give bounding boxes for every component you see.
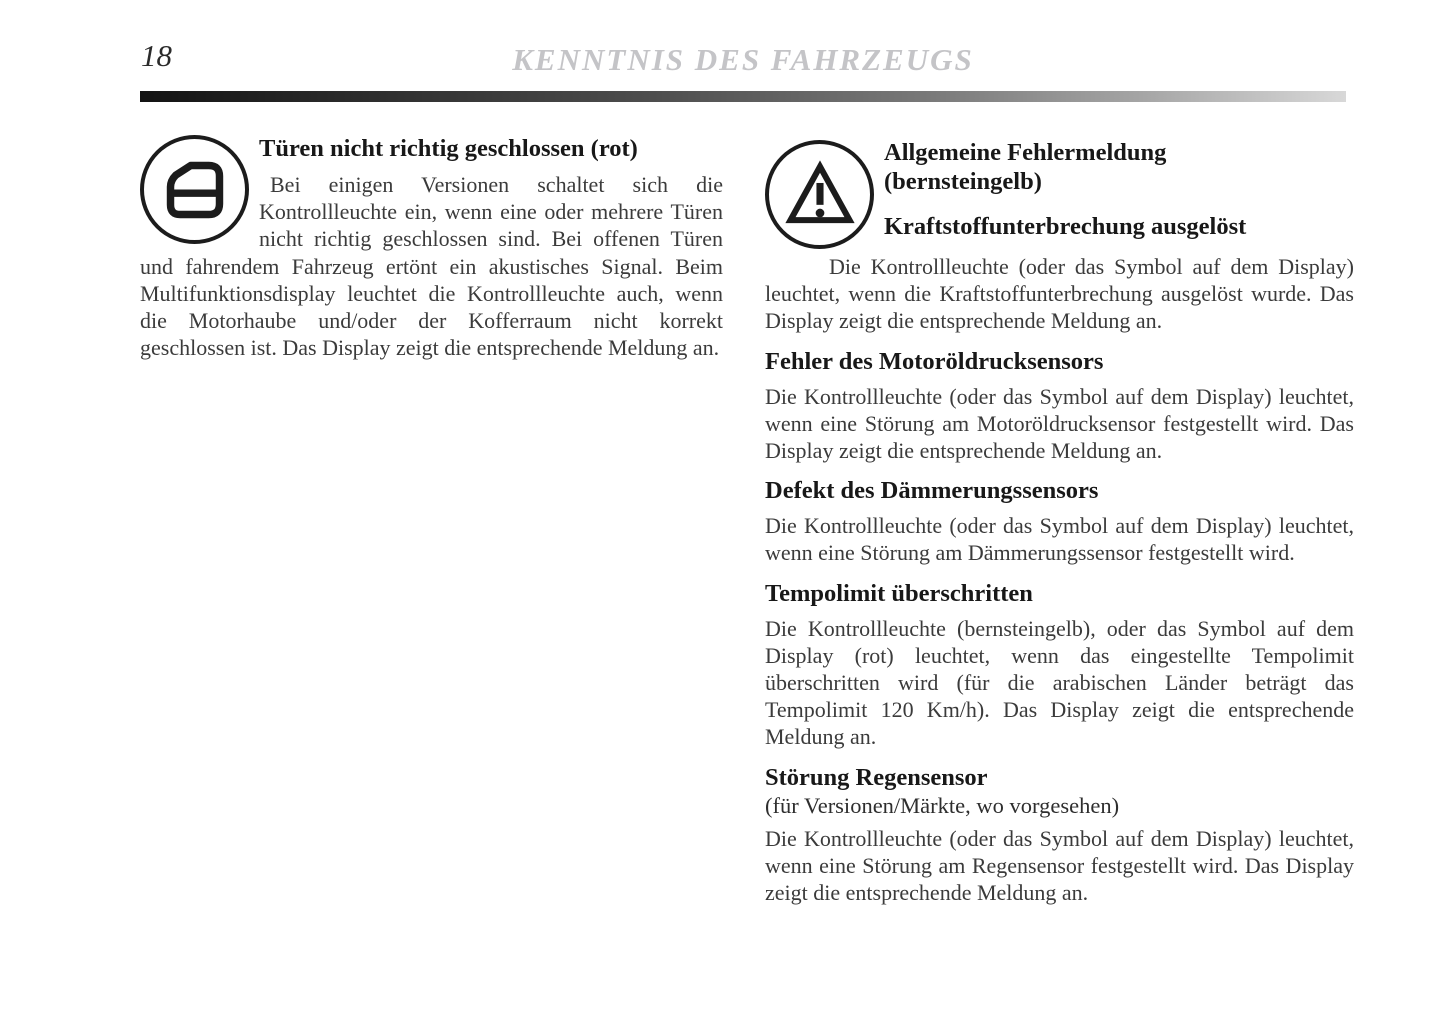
section-body-fuel-cutoff: Die Kontrollleuchte (oder das Symbol auf dem Display) leuchtet, wenn die Kraftstoffunterbrechung ausgelöst wurde. Das Display zeigt die entsprechende Meldung an. [765,254,1354,334]
warning-triangle-icon [765,140,874,249]
page-number: 18 [141,38,172,73]
section-body-oil-pressure-sensor: Die Kontrollleuchte (oder das Symbol auf dem Display) leuchtet, wenn eine Störung am Motoröldrucksensor festgestellt wird. Das Display zeigt die entsprechende Meldung an. [765,383,1354,464]
section-title-rain-sensor: Störung Regensensor [765,763,988,791]
section-body-twilight-sensor: Die Kontrollleuchte (oder das Symbol auf dem Display) leuchtet, wenn eine Störung am Dämmerungssensor festgestellt wird. [765,513,1354,566]
section-title-oil-pressure-sensor: Fehler des Motoröldrucksensors [765,347,1104,375]
section-body-speed-limit: Die Kontrollleuchte (bernsteingelb), oder das Symbol auf dem Display (rot) leuchtet, wenn das eingestellte Tempolimit überschritten wird (für die arabischen Länder beträgt das Tempolimit 120 Km/h). Das Display zeigt die entsprechende Meldung an. [765,615,1354,750]
right-column [765,136,1354,906]
right-main-heading-line1: Allgemeine Fehlermeldung [884,139,1167,166]
chapter-title: KENNTNIS DES FAHRZEUGS [512,42,974,77]
left-section-body: Bei einigen Versionen schaltet sich die Kontrollleuchte ein, wenn eine oder mehrere Türen nicht richtig geschlossen sind. Bei offenen Türen und fahrendem Fahrzeug ertönt ein akustisches Signal. Beim Multifunktionsdisplay leuchtet die Kontrollleuchte auch, wenn die Motorhaube und/oder der Kofferraum nicht korrekt geschlossen ist. Das Display zeigt die entsprechende Meldung an. [140,172,723,361]
left-section-title: Türen nicht richtig geschlossen (rot) [259,135,638,162]
header-gradient-rule [140,91,1346,102]
right-main-heading-line2: (bernsteingelb) [884,168,1042,195]
section-title-twilight-sensor: Defekt des Dämmerungssensors [765,477,1099,505]
section-subtitle-rain-sensor: (für Versionen/Märkte, wo vorgesehen) [765,792,1120,818]
section-title-speed-limit: Tempolimit überschritten [765,579,1033,607]
section-body-rain-sensor: Die Kontrollleuchte (oder das Symbol auf dem Display) leuchtet, wenn eine Störung am Regensensor festgestellt wird. Das Display zeigt die entsprechende Meldung an. [765,825,1354,906]
left-column [140,131,723,361]
door-ajar-icon [140,135,249,244]
section-title-fuel-cutoff: Kraftstoffunterbrechung ausgelöst [884,213,1247,240]
